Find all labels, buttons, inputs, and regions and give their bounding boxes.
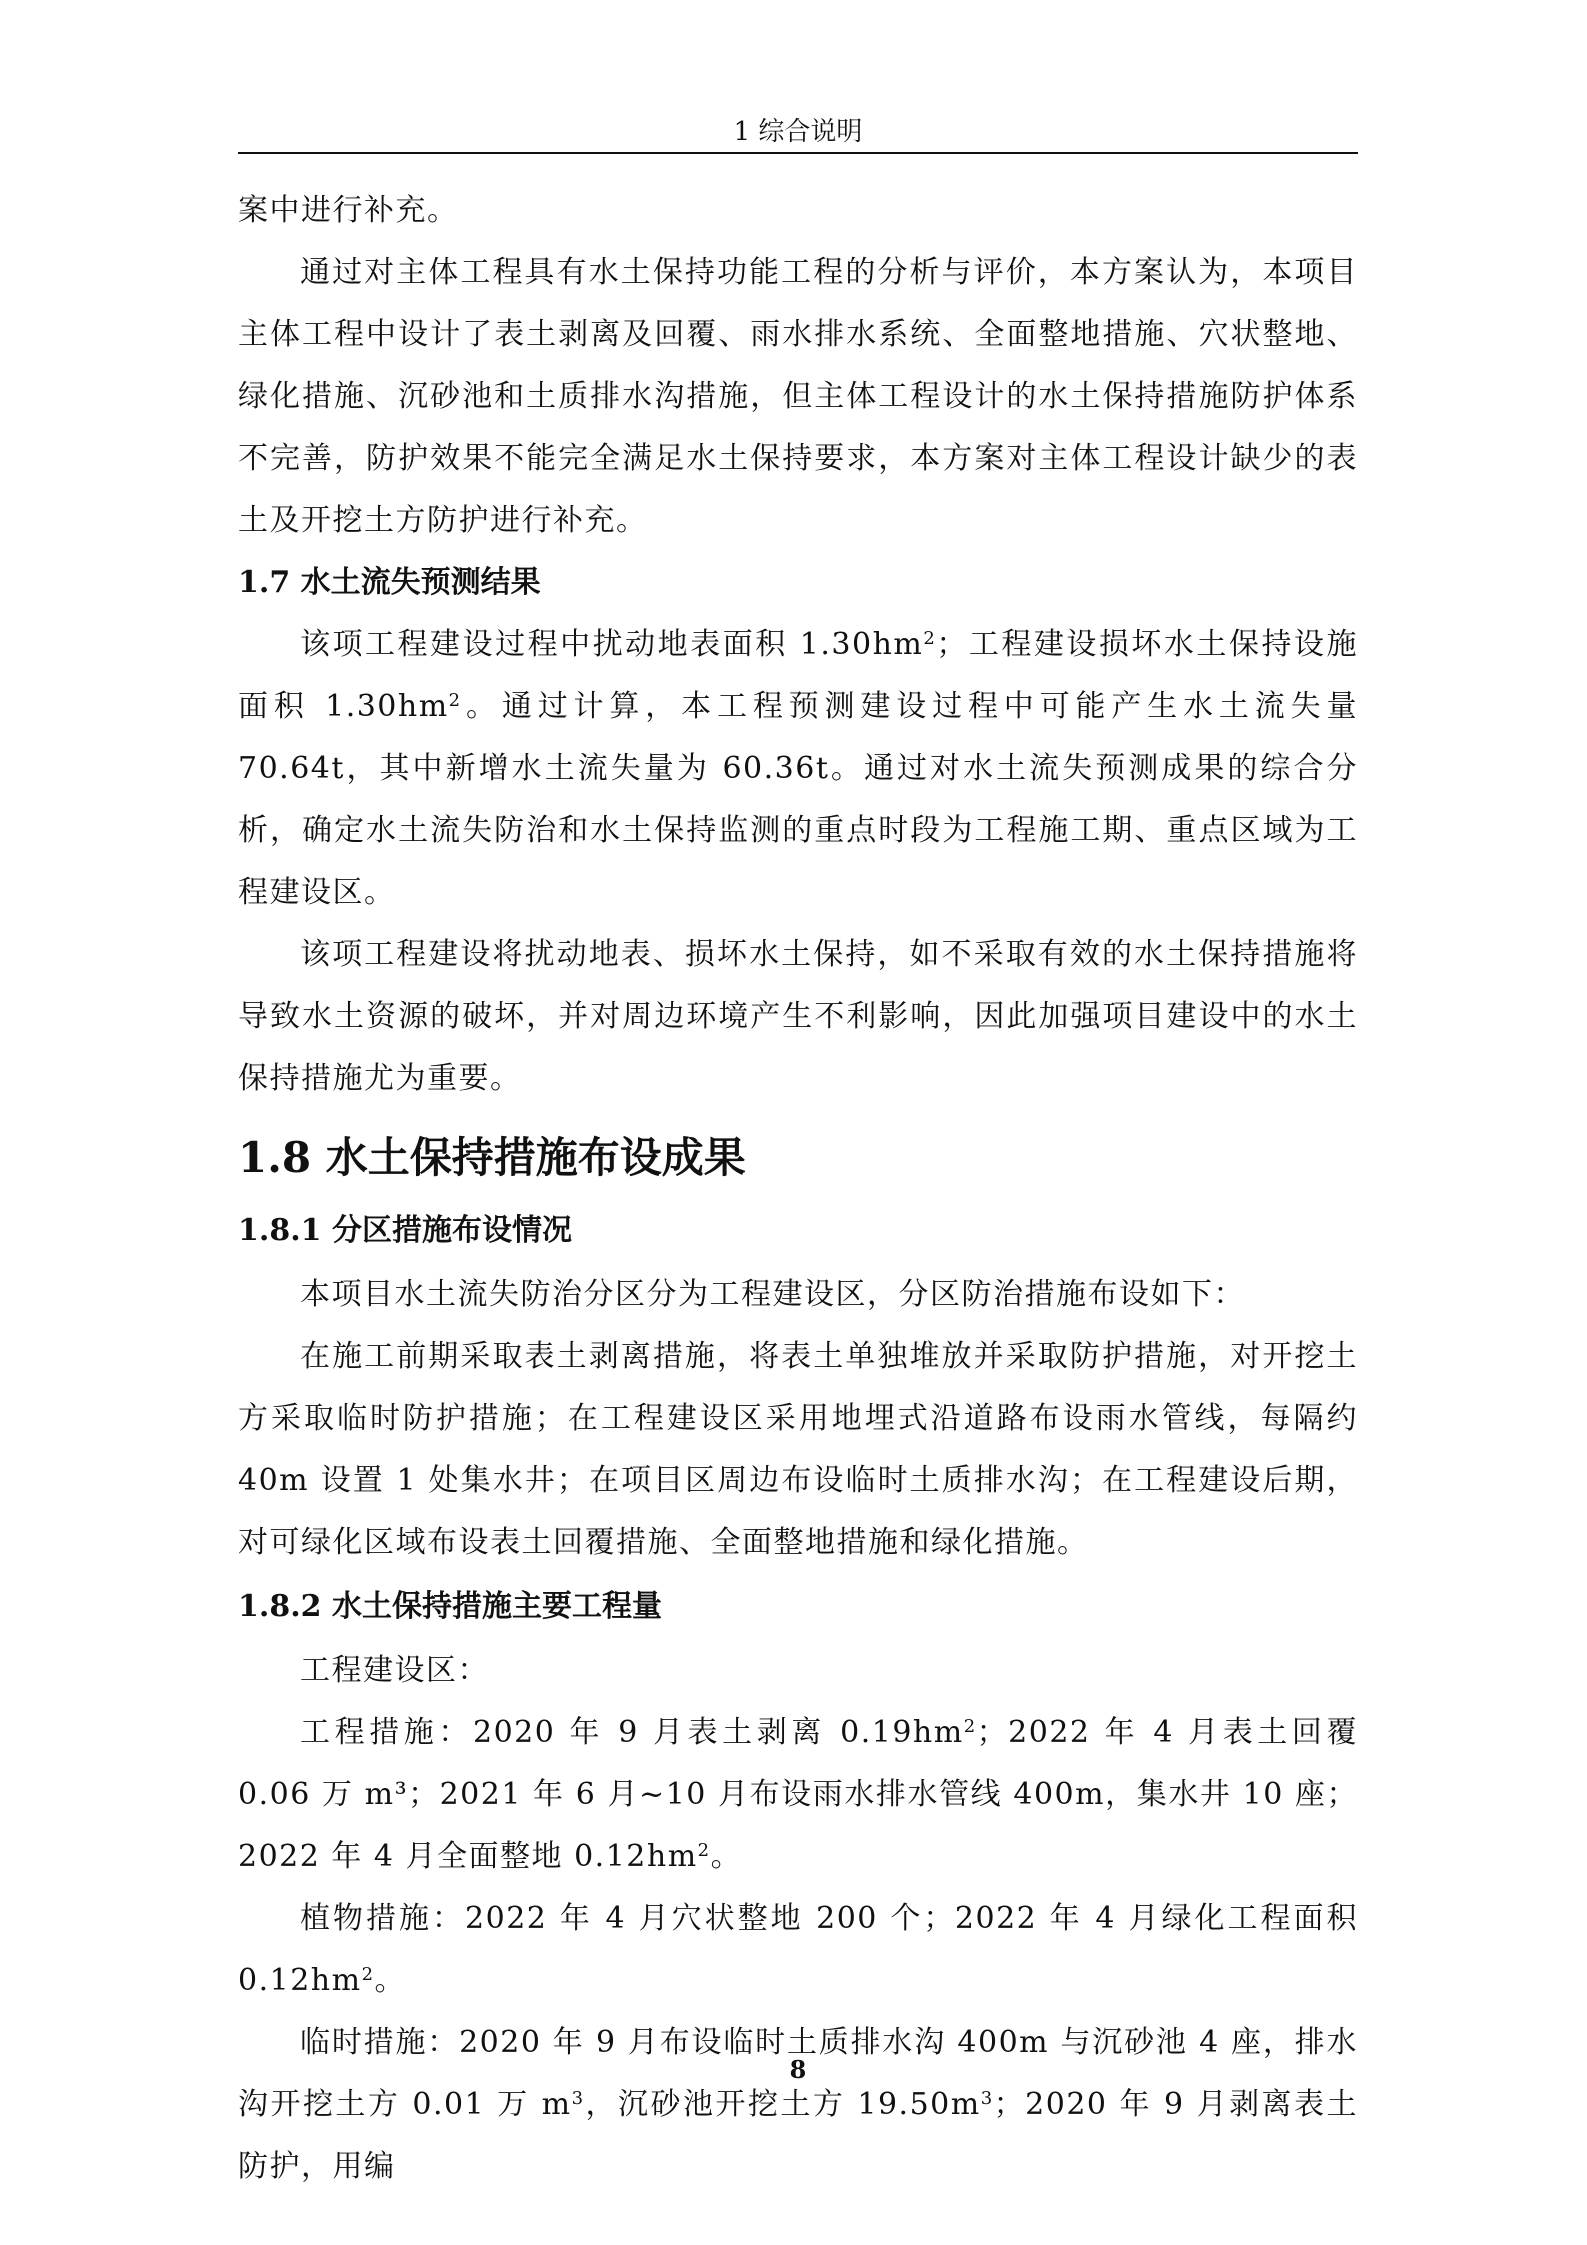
text-run: ；2020 年 9 月剥离表土防护，用编 xyxy=(238,2087,1358,2184)
text-run: ；2022 年 4 月表土回覆 0.06 万 m³；2021 年 6 月~10 月布设雨水排水管线 400m，集水井 10 座；2022 年 4 月全面整地 0.12hm xyxy=(238,1715,1358,1874)
text-run: ；工程建设损坏水土保持设施面积 1.30hm xyxy=(238,627,1358,724)
superscript: 2 xyxy=(697,1840,711,1861)
superscript: 3 xyxy=(980,2088,994,2109)
superscript: 3 xyxy=(571,2088,585,2109)
paragraph xyxy=(238,614,1358,924)
header-divider xyxy=(238,152,1358,154)
superscript: 2 xyxy=(448,690,462,711)
page-number: 8 xyxy=(789,2055,807,2084)
page-header: 1 综合说明 xyxy=(733,117,863,147)
text-run: 临时措施：2020 年 9 月布设临时土质排水沟 400m 与沉砂池 4 座，排水沟开挖土方 0.01 万 m xyxy=(238,2025,1358,2122)
paragraph: 工程建设区： xyxy=(300,1653,489,1688)
superscript: 2 xyxy=(361,1964,375,1985)
text-run: ，沉砂池开挖土方 19.50m xyxy=(584,2087,981,2122)
paragraph: 通过对主体工程具有水土保持功能工程的分析与评价，本方案认为，本项目主体工程中设计了表土剥离及回覆、雨水排水系统、全面整地措施、穴状整地、绿化措施、沉砂池和土质排水沟措施，但主体工程设计的水土保持措施防护体系不完善，防护效果不能完全满足水土保持要求，本方案对主体工程设计缺少的表土及开挖土方防护进行补充。 xyxy=(238,255,1358,538)
text-run: 。 xyxy=(374,1963,407,1998)
paragraph: 在施工前期采取表土剥离措施，将表土单独堆放并采取防护措施，对开挖土方采取临时防护措施；在工程建设区采用地埋式沿道路布设雨水管线，每隔约 40m 设置 1 处集水井；在项目区周边布设临时土质排水沟；在工程建设后期，对可绿化区域布设表土回覆措施、全面整地措施和绿化措施。 xyxy=(238,1339,1358,1560)
text-run: 该项工程建设过程中扰动地表面积 1.30hm xyxy=(300,627,924,662)
text-run: 。通过计算，本工程预测建设过程中可能产生水土流失量 70.64t，其中新增水土流失量为 60.36t。通过对水土流失预测成果的综合分析，确定水土流失防治和水土保持监测的重点时段为工程施工期、重点区域为工程建设区。 xyxy=(238,689,1358,910)
text-run: 工程措施：2020 年 9 月表土剥离 0.19hm xyxy=(300,1715,964,1750)
section-heading: 1.8 水土保持措施布设成果 xyxy=(238,1133,746,1182)
section-heading: 1.7 水土流失预测结果 xyxy=(238,565,541,600)
paragraph: 本项目水土流失防治分区分为工程建设区，分区防治措施布设如下： xyxy=(300,1277,1245,1312)
paragraph xyxy=(238,1702,1358,1888)
subsection-heading: 1.8.2 水土保持措施主要工程量 xyxy=(238,1589,662,1624)
text-run: 植物措施：2022 年 4 月穴状整地 200 个；2022 年 4 月绿化工程面积 0.12hm xyxy=(238,1901,1358,1998)
paragraph: 案中进行补充。 xyxy=(238,193,459,228)
text-run: 。 xyxy=(710,1839,743,1874)
paragraph xyxy=(238,2012,1358,2198)
subsection-heading: 1.8.1 分区措施布设情况 xyxy=(238,1213,572,1248)
superscript: 2 xyxy=(923,628,937,649)
paragraph xyxy=(238,1888,1358,2012)
document-body xyxy=(238,180,1358,2198)
superscript: 2 xyxy=(963,1716,977,1737)
paragraph: 该项工程建设将扰动地表、损坏水土保持，如不采取有效的水土保持措施将导致水土资源的破坏，并对周边环境产生不利影响，因此加强项目建设中的水土保持措施尤为重要。 xyxy=(238,937,1358,1096)
